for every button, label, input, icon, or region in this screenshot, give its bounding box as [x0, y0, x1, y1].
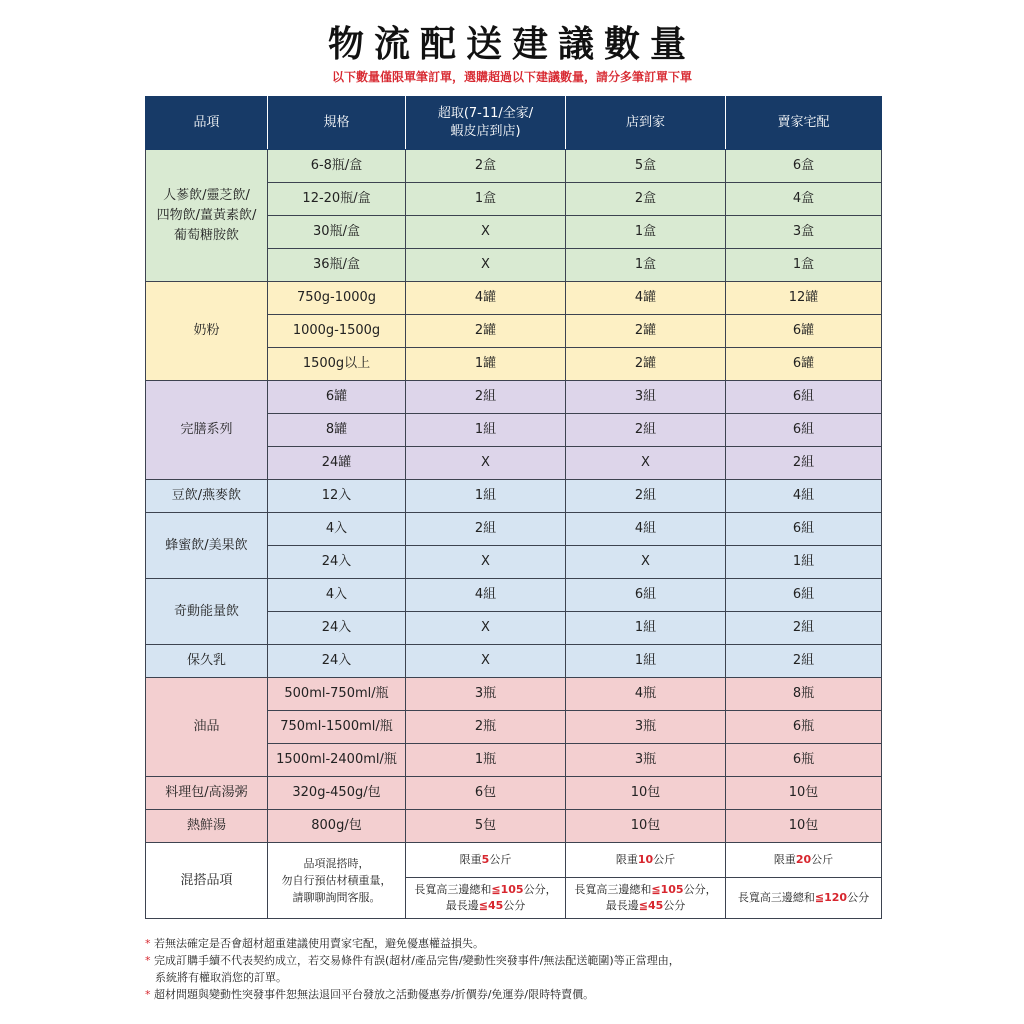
header-pickup: 超取(7-11/全家/ 蝦皮店到店) — [406, 97, 566, 150]
category-cell: 保久乳 — [146, 645, 268, 678]
seller-qty-cell: 2組 — [726, 645, 882, 678]
category-cell: 料理包/高湯粥 — [146, 777, 268, 810]
pickup-qty-cell: 2組 — [406, 513, 566, 546]
seller-qty-cell: 2組 — [726, 612, 882, 645]
pickup-qty-cell: 4組 — [406, 579, 566, 612]
seller-qty-cell: 6盒 — [726, 150, 882, 183]
table-row — [146, 150, 882, 183]
header-seller-delivery: 賣家宅配 — [726, 97, 882, 150]
category-cell: 蜂蜜飲/美果飲 — [146, 513, 268, 579]
home-qty-cell: 10包 — [566, 777, 726, 810]
spec-cell: 320g-450g/包 — [268, 777, 406, 810]
spec-cell: 800g/包 — [268, 810, 406, 843]
spec-cell: 24入 — [268, 612, 406, 645]
table-row — [146, 777, 882, 810]
size-limit-home: 長寬高三邊總和≦105公分， 最長邊≦45公分 — [566, 878, 726, 919]
seller-qty-cell: 4盒 — [726, 183, 882, 216]
table-row — [146, 678, 882, 711]
pickup-qty-cell: X — [406, 645, 566, 678]
shipping-table — [145, 96, 882, 919]
header-spec: 規格 — [268, 97, 406, 150]
home-qty-cell: 1盒 — [566, 249, 726, 282]
spec-cell: 500ml-750ml/瓶 — [268, 678, 406, 711]
home-qty-cell: 4罐 — [566, 282, 726, 315]
pickup-qty-cell: 2罐 — [406, 315, 566, 348]
pickup-qty-cell: 1盒 — [406, 183, 566, 216]
weight-limit-seller: 限重20公斤 — [726, 843, 882, 878]
pickup-qty-cell: X — [406, 612, 566, 645]
pickup-qty-cell: X — [406, 546, 566, 579]
home-qty-cell: 10包 — [566, 810, 726, 843]
home-qty-cell: X — [566, 546, 726, 579]
footnote-2-continued: 系統將有權取消您的訂單。 — [155, 971, 287, 984]
mixed-row — [146, 843, 882, 878]
home-qty-cell: 3瓶 — [566, 711, 726, 744]
spec-cell: 24罐 — [268, 447, 406, 480]
mixed-note: 品項混搭時， 勿自行預估材積重量， 請聊聊詢問客服。 — [268, 843, 406, 919]
table-row — [146, 579, 882, 612]
footnotes — [145, 935, 905, 1003]
pickup-qty-cell: 1組 — [406, 414, 566, 447]
seller-qty-cell: 2組 — [726, 447, 882, 480]
pickup-qty-cell: 1組 — [406, 480, 566, 513]
table-row — [146, 480, 882, 513]
spec-cell: 4入 — [268, 579, 406, 612]
spec-cell: 24入 — [268, 645, 406, 678]
home-qty-cell: 2罐 — [566, 348, 726, 381]
home-qty-cell: 2罐 — [566, 315, 726, 348]
seller-qty-cell: 6組 — [726, 381, 882, 414]
table-row — [146, 381, 882, 414]
spec-cell: 6-8瓶/盒 — [268, 150, 406, 183]
category-cell: 豆飲/燕麥飲 — [146, 480, 268, 513]
table-row — [146, 513, 882, 546]
seller-qty-cell: 1盒 — [726, 249, 882, 282]
pickup-qty-cell: X — [406, 249, 566, 282]
page-title: 物流配送建議數量 — [327, 24, 696, 65]
spec-cell: 1500g以上 — [268, 348, 406, 381]
home-qty-cell: 4組 — [566, 513, 726, 546]
seller-qty-cell: 6瓶 — [726, 711, 882, 744]
category-cell: 熱鮮湯 — [146, 810, 268, 843]
pickup-qty-cell: 5包 — [406, 810, 566, 843]
home-qty-cell: 4瓶 — [566, 678, 726, 711]
category-cell: 奶粉 — [146, 282, 268, 381]
pickup-qty-cell: 4罐 — [406, 282, 566, 315]
size-limit-seller: 長寬高三邊總和≦120公分 — [726, 878, 882, 919]
spec-cell: 30瓶/盒 — [268, 216, 406, 249]
spec-cell: 36瓶/盒 — [268, 249, 406, 282]
seller-qty-cell: 6罐 — [726, 315, 882, 348]
footnote-2: * 完成訂購手續不代表契約成立，若交易條件有誤(超材/產品完售/變動性突發事件/無法配送範圍)等正當理由， — [145, 954, 680, 967]
table-row — [146, 282, 882, 315]
weight-limit-home: 限重10公斤 — [566, 843, 726, 878]
pickup-qty-cell: 2瓶 — [406, 711, 566, 744]
home-qty-cell: 3瓶 — [566, 744, 726, 777]
pickup-qty-cell: X — [406, 447, 566, 480]
seller-qty-cell: 3盒 — [726, 216, 882, 249]
pickup-qty-cell: 1瓶 — [406, 744, 566, 777]
spec-cell: 1000g-1500g — [268, 315, 406, 348]
spec-cell: 12入 — [268, 480, 406, 513]
home-qty-cell: 1組 — [566, 612, 726, 645]
seller-qty-cell: 6組 — [726, 414, 882, 447]
page-subtitle: 以下數量僅限單筆訂單，選購超過以下建議數量，請分多筆訂單下單 — [331, 70, 692, 84]
spec-cell: 6罐 — [268, 381, 406, 414]
home-qty-cell: 6組 — [566, 579, 726, 612]
category-cell: 油品 — [146, 678, 268, 777]
category-cell: 人蔘飲/靈芝飲/ 四物飲/薑黃素飲/ 葡萄糖胺飲 — [146, 150, 268, 282]
spec-cell: 12-20瓶/盒 — [268, 183, 406, 216]
header-home-delivery: 店到家 — [566, 97, 726, 150]
mixed-category: 混搭品項 — [146, 843, 268, 919]
seller-qty-cell: 1組 — [726, 546, 882, 579]
seller-qty-cell: 8瓶 — [726, 678, 882, 711]
home-qty-cell: 2組 — [566, 480, 726, 513]
size-limit-pickup: 長寬高三邊總和≦105公分， 最長邊≦45公分 — [406, 878, 566, 919]
spec-cell: 750ml-1500ml/瓶 — [268, 711, 406, 744]
seller-qty-cell: 6瓶 — [726, 744, 882, 777]
home-qty-cell: 1組 — [566, 645, 726, 678]
table-row — [146, 645, 882, 678]
spec-cell: 8罐 — [268, 414, 406, 447]
home-qty-cell: 1盒 — [566, 216, 726, 249]
pickup-qty-cell: 3瓶 — [406, 678, 566, 711]
footnote-1: * 若無法確定是否會超材超重建議使用賣家宅配，避免優惠權益損失。 — [145, 937, 484, 950]
seller-qty-cell: 6組 — [726, 513, 882, 546]
home-qty-cell: 3組 — [566, 381, 726, 414]
pickup-qty-cell: 2盒 — [406, 150, 566, 183]
spec-cell: 1500ml-2400ml/瓶 — [268, 744, 406, 777]
weight-limit-pickup: 限重5公斤 — [406, 843, 566, 878]
spec-cell: 24入 — [268, 546, 406, 579]
spec-cell: 750g-1000g — [268, 282, 406, 315]
seller-qty-cell: 6罐 — [726, 348, 882, 381]
spec-cell: 4入 — [268, 513, 406, 546]
table-row — [146, 810, 882, 843]
home-qty-cell: 2盒 — [566, 183, 726, 216]
pickup-qty-cell: X — [406, 216, 566, 249]
table-header-row — [146, 97, 882, 150]
seller-qty-cell: 10包 — [726, 777, 882, 810]
home-qty-cell: X — [566, 447, 726, 480]
header-item: 品項 — [146, 97, 268, 150]
pickup-qty-cell: 2組 — [406, 381, 566, 414]
seller-qty-cell: 4組 — [726, 480, 882, 513]
home-qty-cell: 5盒 — [566, 150, 726, 183]
category-cell: 完膳系列 — [146, 381, 268, 480]
seller-qty-cell: 12罐 — [726, 282, 882, 315]
footnote-3: * 超材問題與變動性突發事件恕無法退回平台發放之活動優惠券/折價券/免運券/限時特賣價。 — [145, 988, 595, 1001]
seller-qty-cell: 6組 — [726, 579, 882, 612]
category-cell: 奇動能量飲 — [146, 579, 268, 645]
pickup-qty-cell: 1罐 — [406, 348, 566, 381]
seller-qty-cell: 10包 — [726, 810, 882, 843]
pickup-qty-cell: 6包 — [406, 777, 566, 810]
home-qty-cell: 2組 — [566, 414, 726, 447]
